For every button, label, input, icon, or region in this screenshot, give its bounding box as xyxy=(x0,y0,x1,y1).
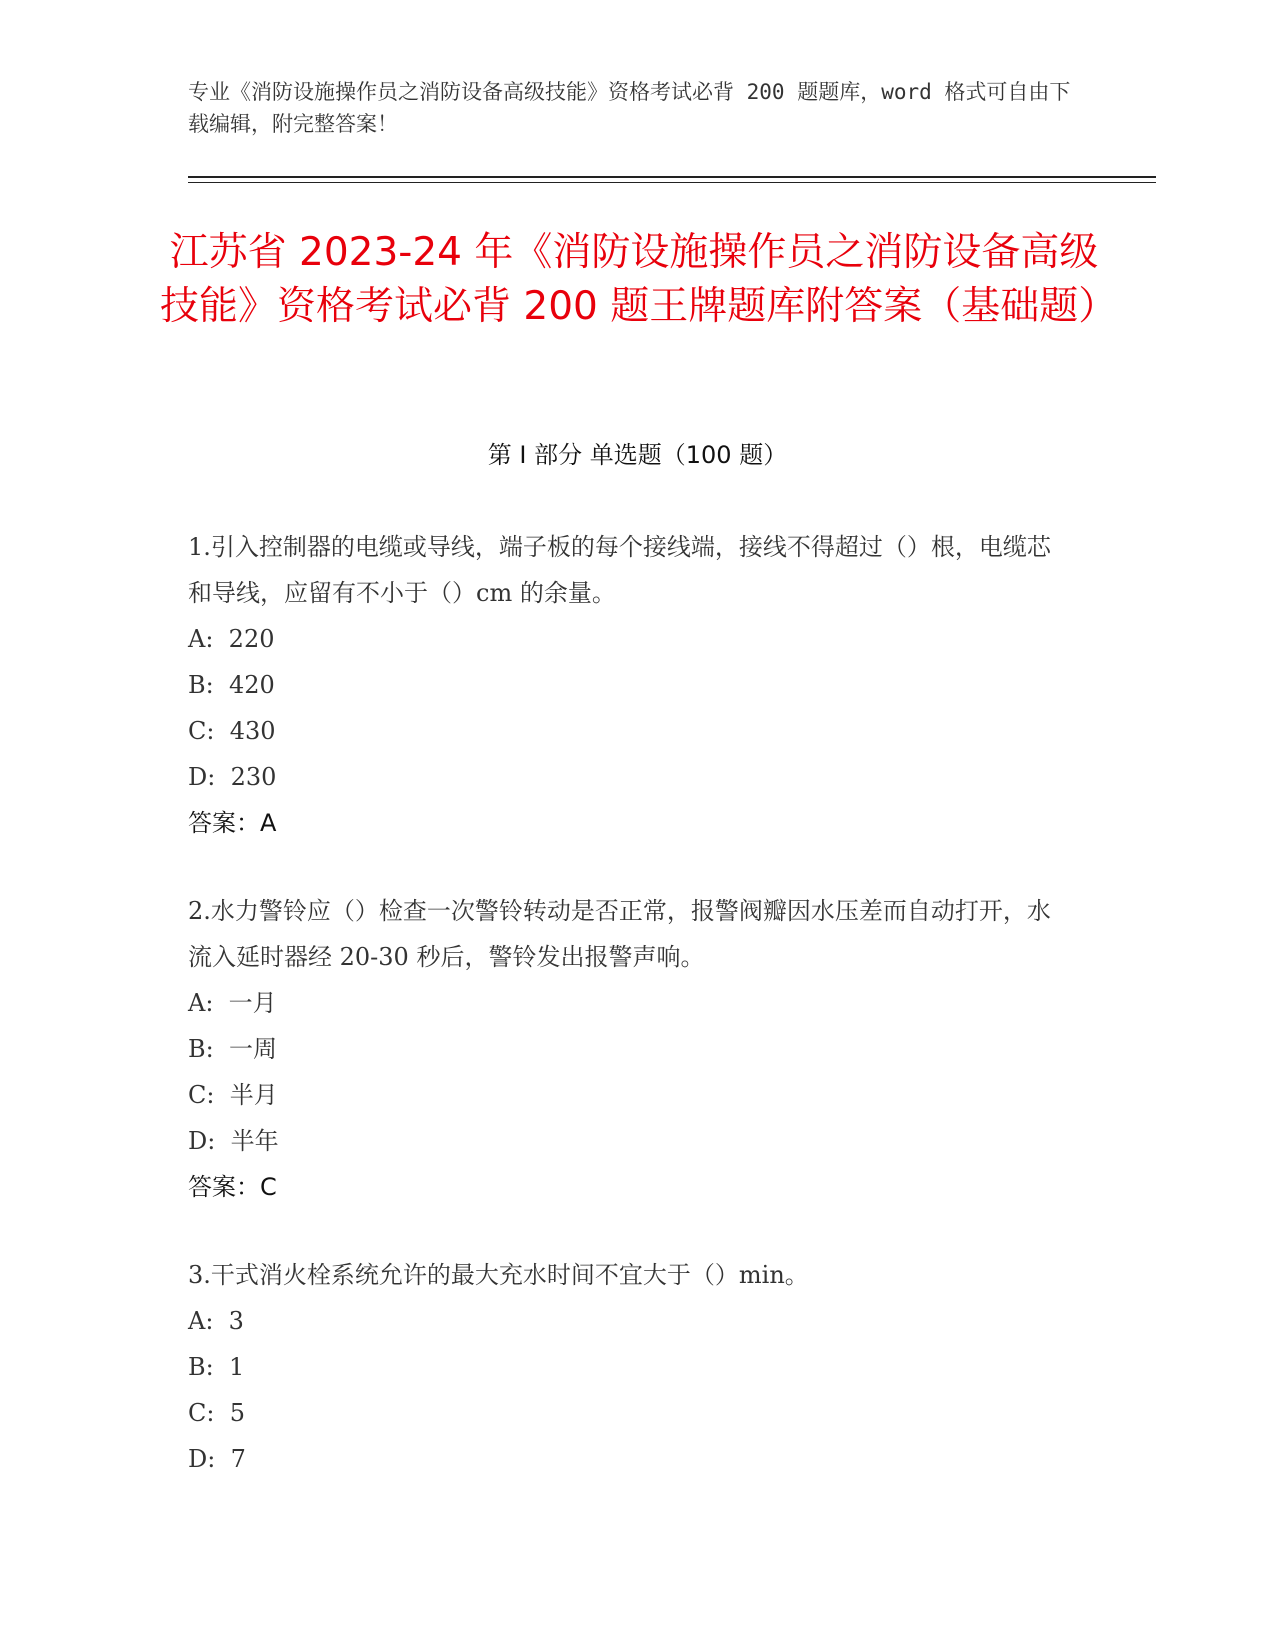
option-d: D: 7 xyxy=(188,1445,246,1473)
option-b: B: 一周 xyxy=(188,1035,277,1063)
option-d: D: 230 xyxy=(188,763,277,791)
option-b: B: 1 xyxy=(188,1353,245,1381)
option-c: C: 430 xyxy=(188,717,276,745)
option-c: C: 5 xyxy=(188,1399,245,1427)
header-divider-thin xyxy=(188,182,1156,183)
question-1 xyxy=(188,524,1068,846)
answer: 答案：C xyxy=(188,1173,277,1201)
section-title: 第 I 部分 单选题（100 题） xyxy=(487,441,788,469)
question-3 xyxy=(188,1252,1068,1482)
question-stem: 3.干式消火栓系统允许的最大充水时间不宜大于（）min。 xyxy=(188,1261,809,1289)
option-a: A: 220 xyxy=(188,625,275,653)
option-a: A: 一月 xyxy=(188,989,277,1017)
answer: 答案：A xyxy=(188,809,277,837)
option-c: C: 半月 xyxy=(188,1081,278,1109)
header-note: 专业《消防设施操作员之消防设备高级技能》资格考试必背 200 题题库，word 格式可自由下载编辑，附完整答案！ xyxy=(188,80,1071,136)
question-2 xyxy=(188,888,1068,1210)
document-title: 江苏省 2023-24 年《消防设施操作员之消防设备高级技能》资格考试必背 200 题王牌题库附答案（基础题） xyxy=(160,230,1118,329)
question-stem: 1.引入控制器的电缆或导线，端子板的每个接线端，接线不得超过（）根，电缆芯和导线，应留有不小于（）cm 的余量。 xyxy=(188,533,1051,607)
option-a: A: 3 xyxy=(188,1307,244,1335)
header-divider-thick xyxy=(188,176,1156,178)
option-d: D: 半年 xyxy=(188,1127,279,1155)
option-b: B: 420 xyxy=(188,671,275,699)
question-stem: 2.水力警铃应（）检查一次警铃转动是否正常，报警阀瓣因水压差而自动打开，水流入延时器经 20-30 秒后，警铃发出报警声响。 xyxy=(188,897,1051,971)
